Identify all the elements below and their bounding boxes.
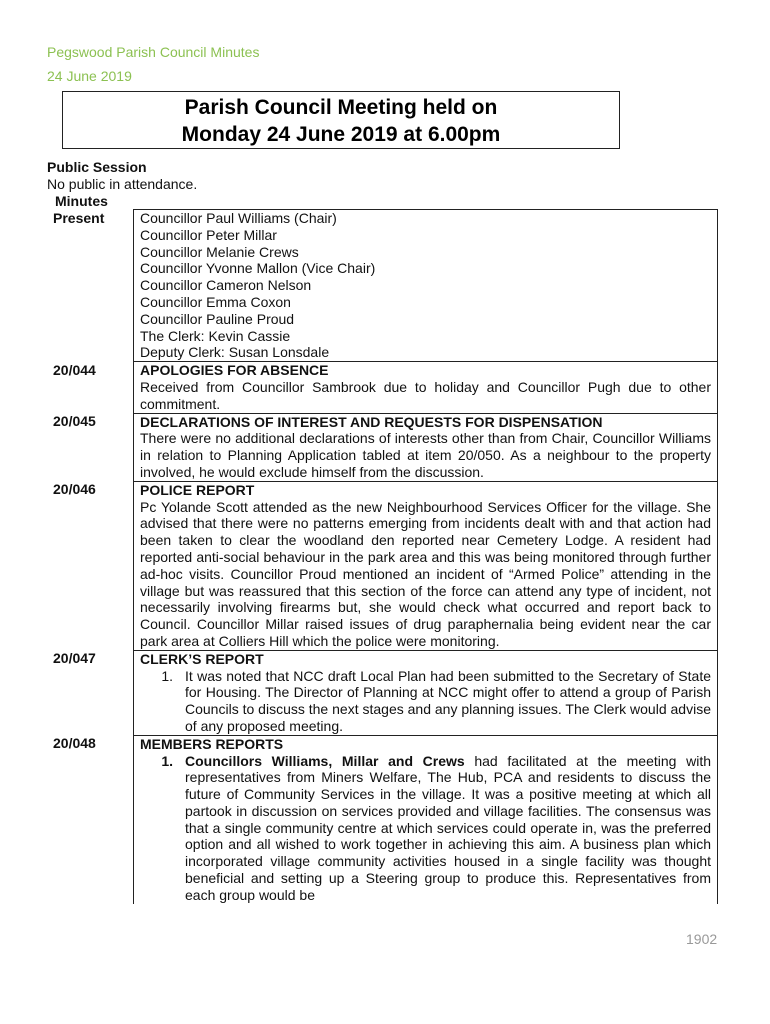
public-session-text: No public in attendance. [47,176,198,192]
list-number: 1. [161,752,173,769]
minutes-table [47,209,718,904]
public-session-heading: Public Session [47,159,147,175]
attendee: Deputy Clerk: Susan Lonsdale [140,344,330,361]
meeting-title-box [62,91,620,149]
table-row [47,481,718,650]
list-item-text: It was noted that NCC draft Local Plan had been submitted to the Secretary of State for Housing. The Director of Planning at NCC might offer to attend a group of Parish Councils to discuss the next stages and any planning issues. The Clerk would advise of any proposed meeting. [185,667,711,734]
table-row [47,735,718,903]
item-ref: 20/044 [47,362,134,413]
item-body [134,413,718,481]
table-row [47,210,718,362]
attendee: Councillor Emma Coxon [140,293,291,310]
item-body [134,650,718,735]
table-row [47,362,718,413]
table-row [47,413,718,481]
item-body [134,481,718,650]
item-heading: CLERK’S REPORT [140,650,264,667]
meeting-title-line1: Parish Council Meeting held on [184,96,498,119]
item-heading: APOLOGIES FOR ABSENCE [140,362,329,379]
table-row [47,650,718,735]
attendee: Councillor Yvonne Mallon (Vice Chair) [140,260,376,277]
item-heading: DECLARATIONS OF INTEREST AND REQUESTS FOR DISPENSATION [140,413,603,430]
present-list [134,210,718,362]
meeting-title-line2: Monday 24 June 2019 at 6.00pm [181,123,501,146]
item-text: Received from Councillor Sambrook due to holiday and Councillor Pugh due to other commitment. [140,378,711,412]
page-number: 1902 [686,931,718,947]
list-item-text [185,753,711,904]
attendee: Councillor Pauline Proud [140,310,295,327]
item-heading: POLICE REPORT [140,481,255,498]
attendee: Councillor Melanie Crews [140,243,299,260]
minutes-label: Minutes [55,193,108,209]
list-item-bold-lead: Councillors Williams, Millar and Crews [185,752,465,769]
attendee: Councillor Cameron Nelson [140,277,312,294]
present-label: Present [47,210,134,362]
list-item [140,668,711,735]
list-number: 1. [161,667,173,684]
list-item-rest: had facilitated at the meeting with representatives from Miners Welfare, The Hub, PCA and residents to discuss the future of Community Services in the village. It was a positive meeting at which all partook in discussion on services provided and village facilities. The consensus was that a single community centre at which services could operate in, was the preferred option and all wished to work together in achieving this aim. A business plan which incorporated village community activities housed in a single facility was thought beneficial and setting up a Steering group to produce this. Representatives from each group would be [185,752,711,903]
attendee: The Clerk: Kevin Cassie [140,327,291,344]
attendee: Councillor Paul Williams (Chair) [140,210,337,226]
item-ref: 20/048 [47,735,134,903]
item-text: There were no additional declarations of interests other than from Chair, Councillor Williams in relation to Planning Application tabled at item 20/050. As a neighbour to the property involved, he would exclude himself from the discussion. [140,430,711,480]
item-ref: 20/046 [47,481,134,650]
item-ref: 20/047 [47,650,134,735]
header-council-name: Pegswood Parish Council Minutes [47,44,260,60]
item-ref: 20/045 [47,413,134,481]
header-date: 24 June 2019 [47,68,132,84]
item-heading: MEMBERS REPORTS [140,735,284,752]
item-body [134,362,718,413]
list-item [140,753,711,904]
item-body [134,735,718,903]
item-text: Pc Yolande Scott attended as the new Neighbourhood Services Officer for the village. She advised that there were no patterns emerging from incidents dealt with and that action had been taken to clear the woodland den reported near Cemetery Lodge. A resident had reported anti-social behaviour in the park area and this was being monitored through further ad-hoc visits. Councillor Proud mentioned an incident of “Armed Police” attending in the village but was reassured that this section of the force can attend any type of incident, not necessarily involving firearms but, she would check what occurred and report back to Council. Councillor Millar raised issues of drug paraphernalia being evident near the car park area at Colliers Hill which the police were monitoring. [140,498,711,649]
attendee: Councillor Peter Millar [140,226,277,243]
